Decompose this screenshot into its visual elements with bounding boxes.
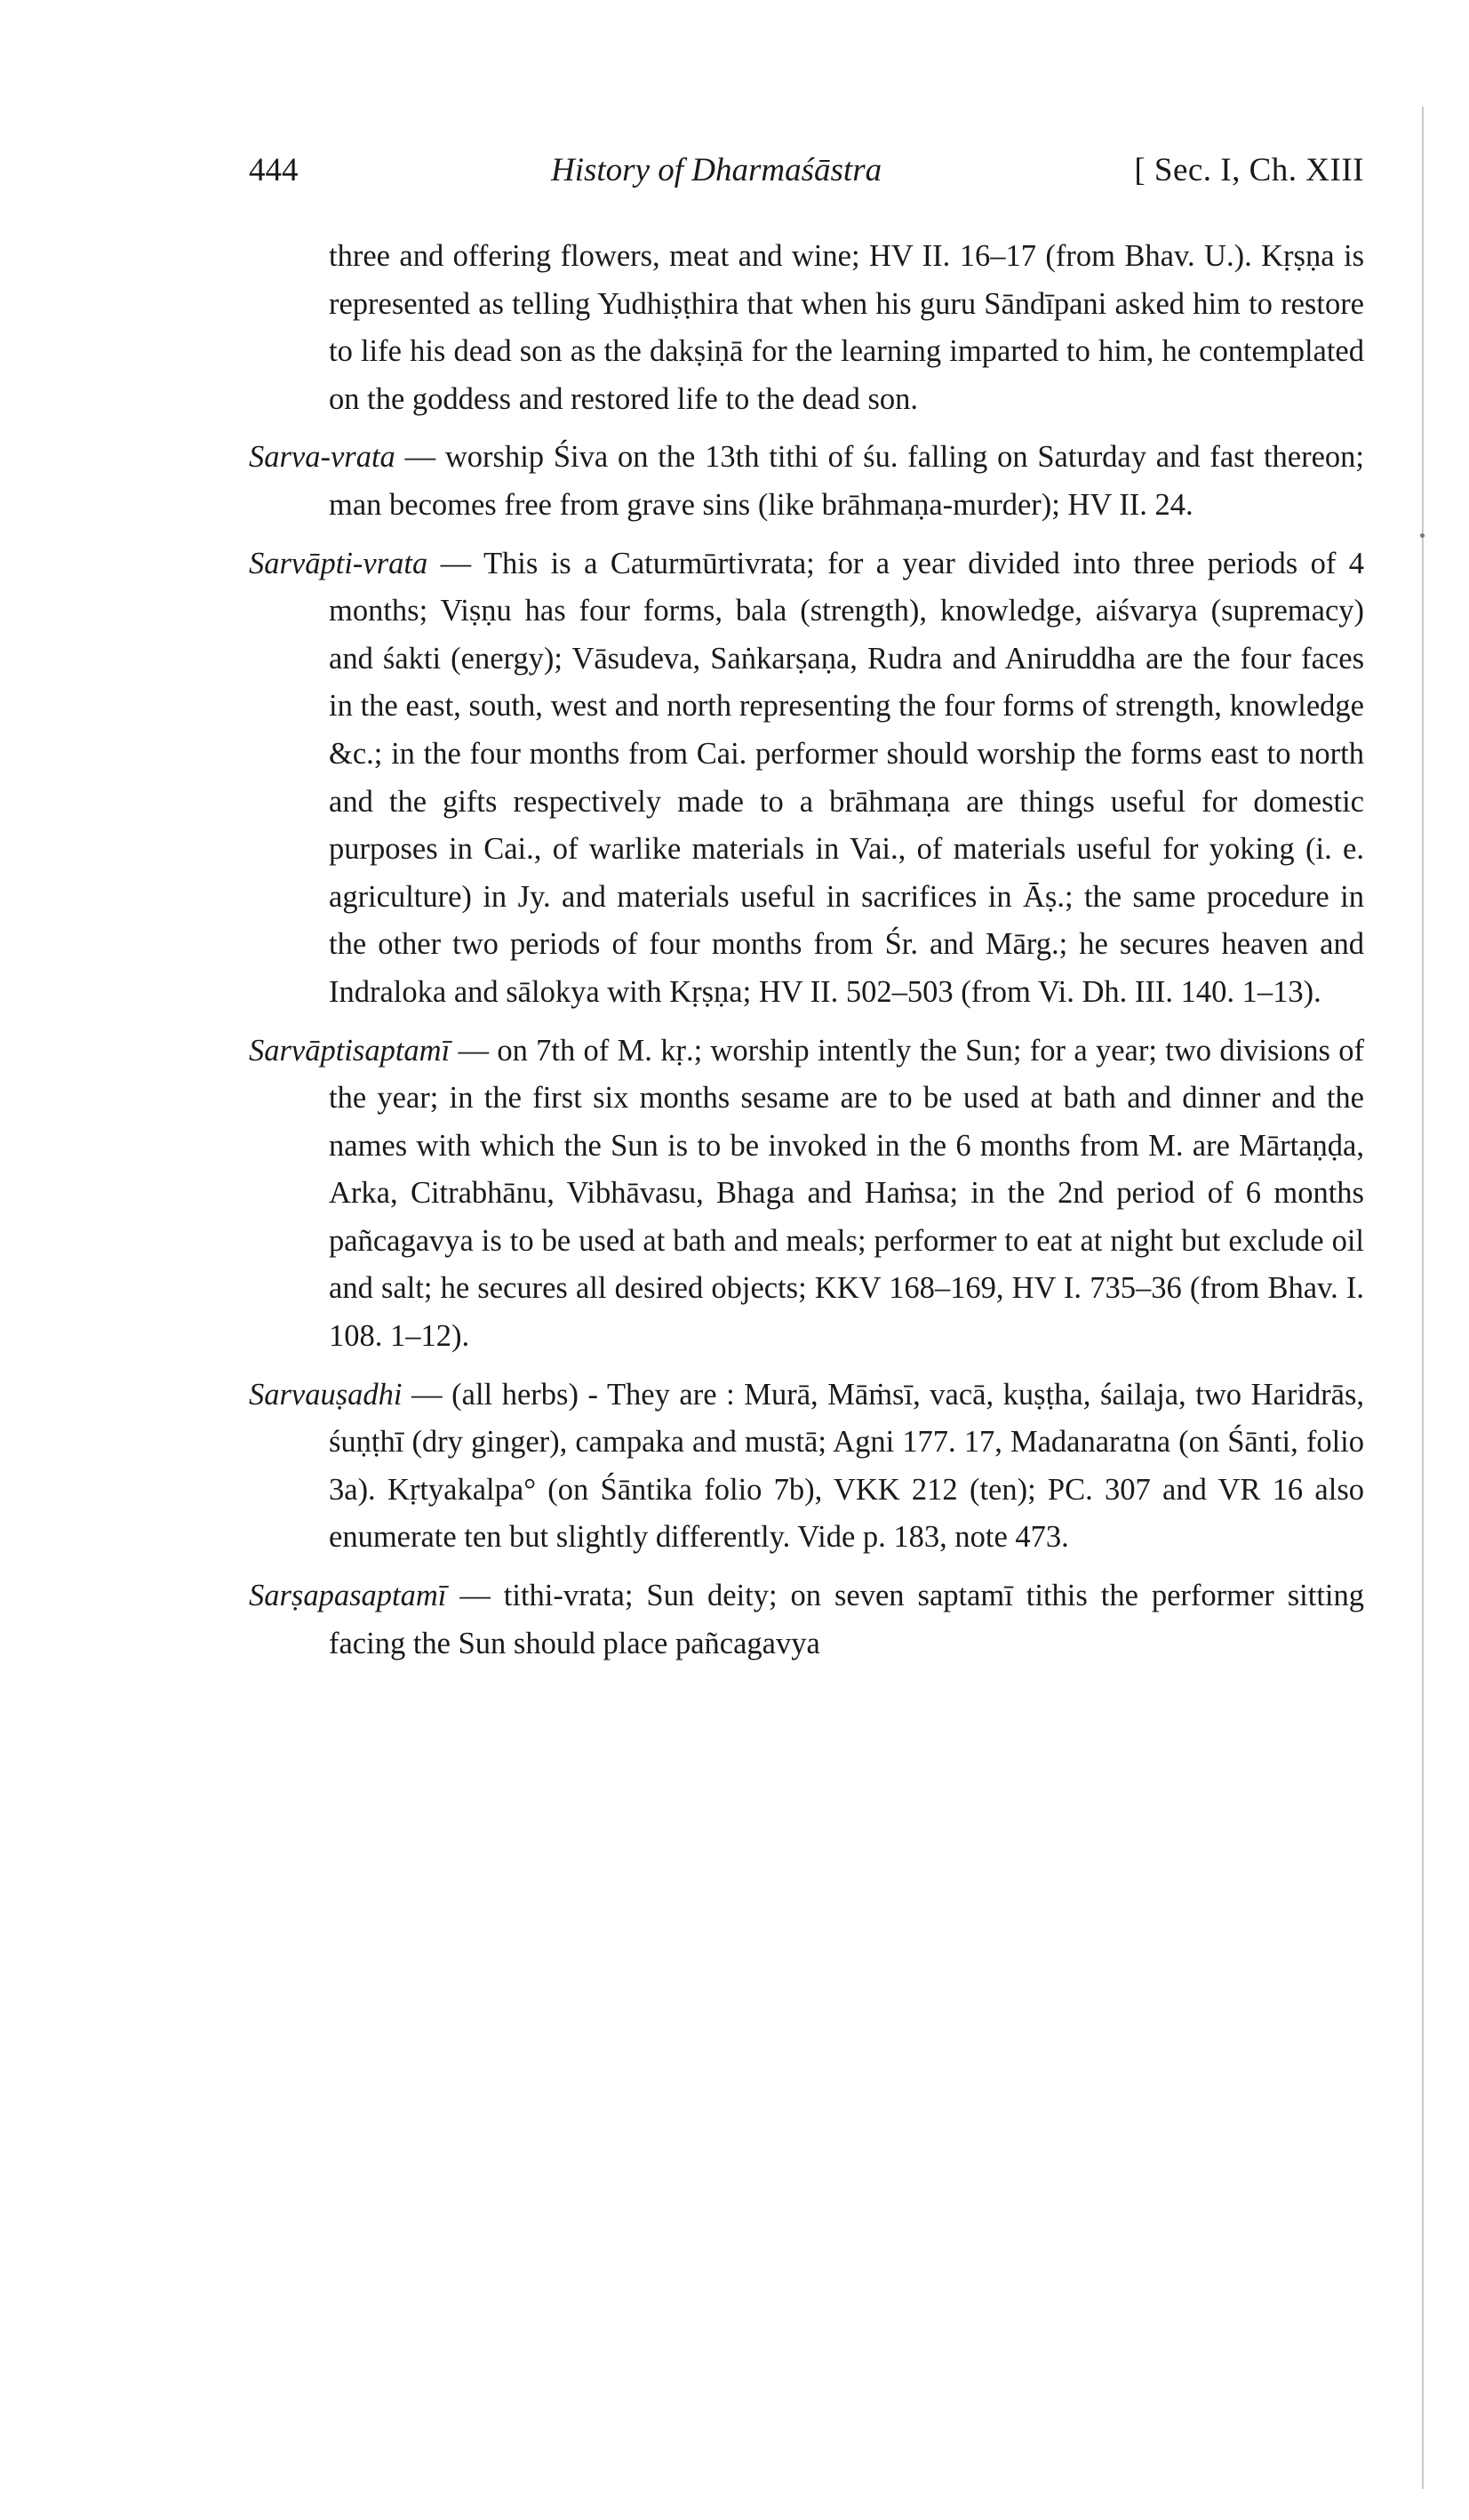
entry-text: — worship Śiva on the 13th tithi of śu. falling on Saturday and fast thereon; man becomes free from grave sins (like brāhmaṇa-murder); HV II. 24. (329, 440, 1364, 522)
entry-text: — on 7th of M. kṛ.; worship intently the Sun; for a year; two divisions of the year; in the first six months sesame are to be used at bath and dinner and the names with which the Sun is to be invoked in the 6 months from M. are Mārtaṇḍa, Arka, Citrabhānu, Vibhāvasu, Bhaga and Haṁsa; in the 2nd period of 6 months pañcagavya is to be used at bath and meals; performer to eat at night but exclude oil and salt; he secures all desired objects; KKV 168–169, HV I. 735–36 (from Bhav. I. 108. 1–12). (329, 1033, 1364, 1354)
running-header (249, 151, 1364, 204)
entry-text: three and offering flowers, meat and wine; HV II. 16–17 (from Bhav. U.). Kṛṣṇa is represented as telling Yudhiṣṭhira that when his guru Sāndīpani asked him to restore to life his dead son as the dakṣiṇā for the learning imparted to him, he contemplated on the goddess and restored life to the dead son. (329, 239, 1364, 416)
page-number: 444 (249, 152, 299, 188)
section-reference: [ Sec. I, Ch. XIII (1134, 152, 1364, 188)
book-title: History of Dharmaśāstra (551, 152, 882, 188)
entry-sarvausadhi (249, 1372, 1364, 1562)
margin-dot (1420, 533, 1425, 538)
entry-text: — tithi-vrata; Sun deity; on seven saptamī tithis the performer sitting facing the Sun should place pañcagavya (329, 1579, 1365, 1660)
entry-sarsapasaptami (249, 1572, 1364, 1668)
entry-sarva-vrata (249, 434, 1364, 529)
page-edge-rule (1422, 107, 1424, 2489)
continued-paragraph (249, 233, 1364, 423)
entry-text: — (all herbs) - They are : Murā, Māṁsī, vacā, kuṣṭha, śailaja, two Haridrās, śuṇṭhī (dry ginger), campaka and mustā; Agni 177. 17, Madanaratna (on Śānti, folio 3a). Kṛtyakalpa° (on Śāntika folio 7b), VKK 212 (ten); PC. 307 and VR 16 also enumerate ten but slightly differently. Vide p. 183, note 473. (329, 1377, 1365, 1555)
entry-headword: Sarvāpti-vrata (249, 546, 428, 580)
entry-headword: Sarṣapasaptamī (249, 1579, 447, 1613)
entry-headword: Sarvāptisaptamī (249, 1033, 451, 1068)
entry-headword: Sarva-vrata (249, 440, 395, 475)
page-body (249, 233, 1364, 1668)
entry-headword: Sarvauṣadhi (249, 1377, 403, 1412)
entry-sarvapti-vrata (249, 540, 1364, 1017)
entry-text: — This is a Caturmūrtivrata; for a year divided into three periods of 4 months; Viṣṇu has four forms, bala (strength), knowledge, aiśvarya (supremacy) and śakti (energy); Vāsudeva, Saṅkarṣaṇa, Rudra and Aniruddha are the four faces in the east, south, west and north representing the four forms of strength, knowledge &c.; in the four months from Cai. performer should worship the forms east to north and the gifts respectively made to a brāhmaṇa are things useful for domestic purposes in Cai., of warlike materials in Vai., of materials useful for yoking (i. e. agriculture) in Jy. and materials useful in sacrifices in Āṣ.; the same procedure in the other two periods of four months from Śr. and Mārg.; he secures heaven and Indraloka and sālokya with Kṛṣṇa; HV II. 502–503 (from Vi. Dh. III. 140. 1–13). (329, 546, 1365, 1009)
entry-sarvaptisaptami (249, 1028, 1364, 1361)
